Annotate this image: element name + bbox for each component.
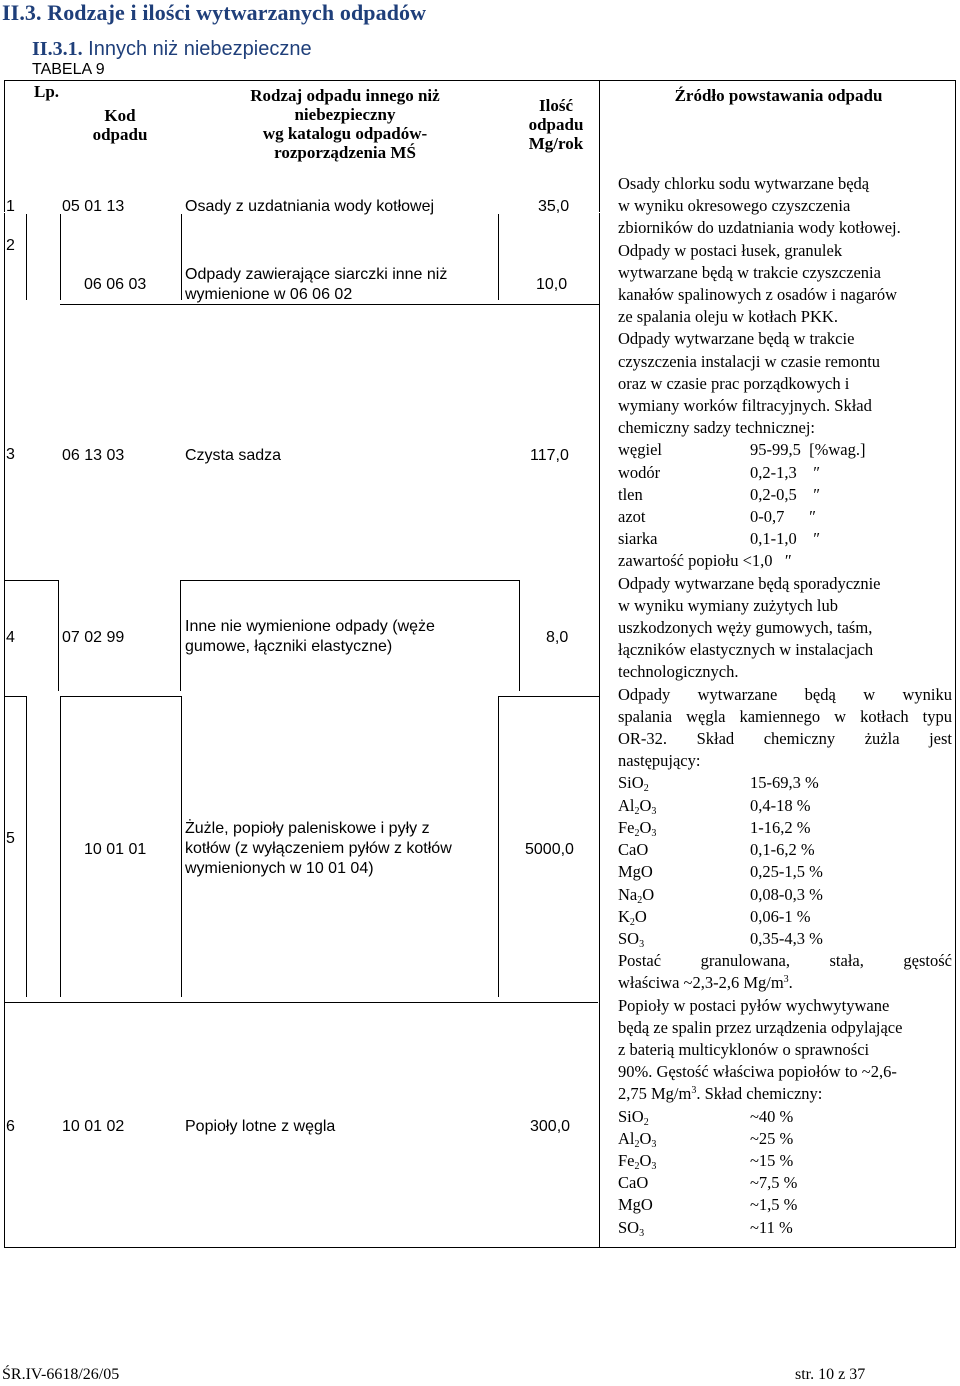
composition-value: 0,08-0,3 % [750,884,823,904]
row-ilosc: 10,0 [536,276,568,293]
formula-subscript: 3 [639,1227,645,1239]
row-rodzaj: Popioły lotne z węgla [185,1118,336,1135]
row-rodzaj: Osady z uzdatniania wody kotłowej [185,198,435,215]
header-zrodlo: Źródło powstawania odpadu [674,86,883,105]
composition-value: 0,4-18 % [750,795,811,815]
header-ilosc-line: Ilość [539,96,573,115]
source-line [618,972,952,994]
row-rodzaj-line: wymienionych w 10 01 04) [185,860,374,877]
row-ilosc: 8,0 [546,629,569,646]
header-ilosc-line: Mg/rok [528,134,584,153]
row-rodzaj [185,265,447,305]
row-lp: 5 [6,830,15,847]
source-line: chemiczny sadzy technicznej: [618,418,815,438]
composition-value: 0,25-1,5 % [750,862,823,882]
source-line: następujący: [618,751,701,771]
source-block-6 [618,995,952,1239]
source-line: spalania węgla kamiennego w kotłach typu [618,706,952,726]
source-line: technologicznych. [618,662,739,682]
row-lp: 3 [6,446,15,463]
source-line: Popioły w postaci pyłów wychwytywane [618,995,890,1015]
superscript: 3 [783,974,789,986]
source-line: Odpady wytwarzane będą w trakcie [618,329,855,349]
composition-value: 0,06-1 % [750,906,811,926]
source-line: w wyniku wymiany zużytych lub [618,595,838,615]
source-line: Odpady wytwarzane będą sporadycznie [618,573,881,593]
source-line: zawartość popiołu <1,0 ″ [618,551,792,571]
formula-subscript: 2 [634,1160,640,1172]
formula: Fe [618,817,635,837]
formula-subscript: 2 [634,1138,640,1150]
formula-subscript: 3 [651,827,657,839]
formula: MgO [618,1195,653,1215]
source-line: będą ze spalin przez urządzenia odpylające [618,1017,903,1037]
row-rodzaj-line: Odpady zawierające siarczki inne niż [185,266,448,283]
source-line: wytwarzane będą w trakcie czyszczenia [618,262,881,282]
composition-value: 0,2-1,3 ″ [750,462,821,482]
composition-row [618,772,952,794]
source-line: Odpady wytwarzane będą w wyniku [618,684,952,704]
formula: O [639,1128,652,1148]
composition-value: ~1,5 % [750,1195,798,1215]
row-rodzaj-line: kotłów (z wyłączeniem pyłów z kotłów [185,840,452,857]
composition-value: 15-69,3 % [750,773,819,793]
composition-value: ~40 % [750,1106,794,1126]
row-lp: 6 [6,1118,15,1135]
row-ilosc: 35,0 [538,198,570,215]
subsection-number: II.3.1. [32,38,83,60]
row-rodzaj [185,819,452,879]
row-rodzaj [185,617,435,657]
source-line: łączników elastycznych w instalacjach [618,640,874,660]
row-kod: 06 13 03 [62,447,125,464]
formula-subscript: 2 [637,894,643,906]
composition-row [618,884,952,906]
composition-row [618,817,952,839]
footer-page-number: str. 10 z 37 [795,1366,866,1383]
source-block-3 [618,328,952,572]
source-line: 90%. Gęstość właściwa popiołów to ~2,6- [618,1062,897,1082]
formula-subscript: 2 [634,827,640,839]
formula: O [639,795,652,815]
header-ilosc [506,96,606,153]
composition-key: tlen [618,484,643,504]
composition-value: ~25 % [750,1128,794,1148]
source-line: ze spalania oleju w kotłach PKK. [618,307,838,327]
row-ilosc: 117,0 [530,447,569,464]
composition-row [618,1194,952,1216]
header-kod-line: odpadu [92,125,148,144]
formula-subscript: 3 [651,1160,657,1172]
source-line: kanałów spalinowych z osadów i nagarów [618,285,898,305]
row-kod: 06 06 03 [84,276,147,293]
composition-row [618,1106,952,1128]
source-line: z baterią multicyklonów o sprawności [618,1039,870,1059]
table-label: TABELA 9 [32,61,105,78]
composition-value: ~7,5 % [750,1173,798,1193]
formula: SO [618,928,640,948]
source-text: właściwa ~2,3-2,6 Mg/m [618,973,784,993]
composition-key: węgiel [618,440,662,460]
formula-subscript: 2 [643,783,649,795]
formula: O [639,1150,652,1170]
row-lp: 4 [6,629,15,646]
formula: MgO [618,862,653,882]
header-rodzaj-line: niebezpieczny [294,105,396,124]
row-rodzaj: Czysta sadza [185,447,282,464]
composition-row [618,906,952,928]
source-line: Postać granulowana, stała, gęstość [618,951,952,971]
row-ilosc: 300,0 [530,1118,571,1135]
composition-value: 0-0,7 ″ [750,507,816,527]
formula: Al [618,1128,635,1148]
composition-row [618,462,952,484]
composition-row [618,506,952,528]
source-line: Odpady w postaci łusek, granulek [618,240,843,260]
row-lp: 1 [6,198,15,215]
row-kod: 10 01 01 [84,841,147,858]
formula: Fe [618,1150,635,1170]
formula-subscript: 2 [643,1116,649,1128]
formula-subscript: 3 [639,938,645,950]
formula: SiO [618,1106,644,1126]
footer-document-id: ŚR.IV-6618/26/05 [2,1366,120,1383]
source-line: Osady chlorku sodu wytwarzane będą [618,174,870,193]
composition-row [618,1217,952,1239]
composition-row [618,439,952,461]
composition-value: 95-99,5 [%wag.] [750,440,866,460]
formula: O [642,884,655,904]
row-ilosc: 5000,0 [525,841,574,858]
composition-value: ~11 % [750,1217,793,1237]
composition-value: 0,35-4,3 % [750,928,823,948]
source-line: uszkodzonych węży gumowych, taśm, [618,618,873,638]
composition-row [618,1172,952,1194]
source-column [618,173,952,1239]
row-rodzaj-line: Inne nie wymienione odpady (węże [185,618,435,635]
header-lp: Lp. [34,82,60,101]
composition-value: 0,1-6,2 % [750,840,815,860]
composition-row [618,839,952,861]
formula: K [618,906,630,926]
composition-key: azot [618,507,646,527]
formula: O [634,906,647,926]
composition-row [618,484,952,506]
source-text: 2,75 Mg/m [618,1084,692,1104]
subsection-title: Innych niż niebezpieczne [82,38,312,60]
composition-key: siarka [618,529,658,549]
composition-value: 0,2-0,5 ″ [750,484,821,504]
subsection-heading [32,38,312,61]
row-kod: 10 01 02 [62,1118,125,1135]
formula: Al [618,795,635,815]
source-text: . [788,973,793,993]
source-line: OR-32. Skład chemiczny żużla jest [618,729,952,749]
source-line: wymiany worków filtracyjnych. Skład [618,396,872,416]
composition-row [618,1128,952,1150]
header-rodzaj-line: Rodzaj odpadu innego niż [250,86,440,105]
superscript: 3 [691,1085,697,1097]
row-rodzaj-line: Żużle, popioły paleniskowe i pyły z [185,820,430,837]
composition-value: ~15 % [750,1150,794,1170]
composition-row [618,861,952,883]
composition-row [618,928,952,950]
header-kod-line: Kod [104,106,136,125]
source-text: . Skład chemiczny: [696,1084,823,1104]
source-line: czyszczenia instalacji w czasie remontu [618,351,881,371]
source-block-4 [618,573,952,684]
header-kod [74,106,166,144]
source-block-2 [618,240,952,329]
row-rodzaj-line: wymienione w 06 06 02 [185,286,353,303]
header-rodzaj-line: wg katalogu odpadów- [262,124,428,143]
formula: SO [618,1217,640,1237]
section-heading: II.3. Rodzaje i ilości wytwarzanych odpadów [2,0,427,25]
composition-value: 1-16,2 % [750,817,811,837]
header-ilosc-line: odpadu [528,115,584,134]
formula-subscript: 3 [651,805,657,817]
composition-value: 0,1-1,0 ″ [750,529,821,549]
row-kod: 05 01 13 [62,198,125,215]
source-line: w wyniku okresowego czyszczenia [618,196,851,216]
formula: Na [618,884,638,904]
row-kod: 07 02 99 [62,629,125,646]
formula-subscript: 2 [629,916,635,928]
composition-row [618,795,952,817]
composition-row [618,1150,952,1172]
formula-subscript: 3 [651,1138,657,1150]
source-line [618,1083,952,1105]
composition-key: wodór [618,462,661,482]
source-line: oraz w czasie prac porządkowych i [618,373,850,393]
source-block-5 [618,684,952,995]
row-lp: 2 [6,237,15,254]
row-rodzaj-line: gumowe, łączniki elastyczne) [185,638,393,655]
header-rodzaj [190,86,500,162]
formula: CaO [618,1173,649,1193]
formula-subscript: 2 [634,805,640,817]
source-line: zbiorników do uzdatniania wody kotłowej. [618,218,901,238]
composition-row [618,528,952,550]
formula: O [639,817,652,837]
formula: CaO [618,840,649,860]
header-rodzaj-line: rozporządzenia MŚ [274,143,416,162]
formula: SiO [618,773,644,793]
source-block-1 [618,173,952,240]
